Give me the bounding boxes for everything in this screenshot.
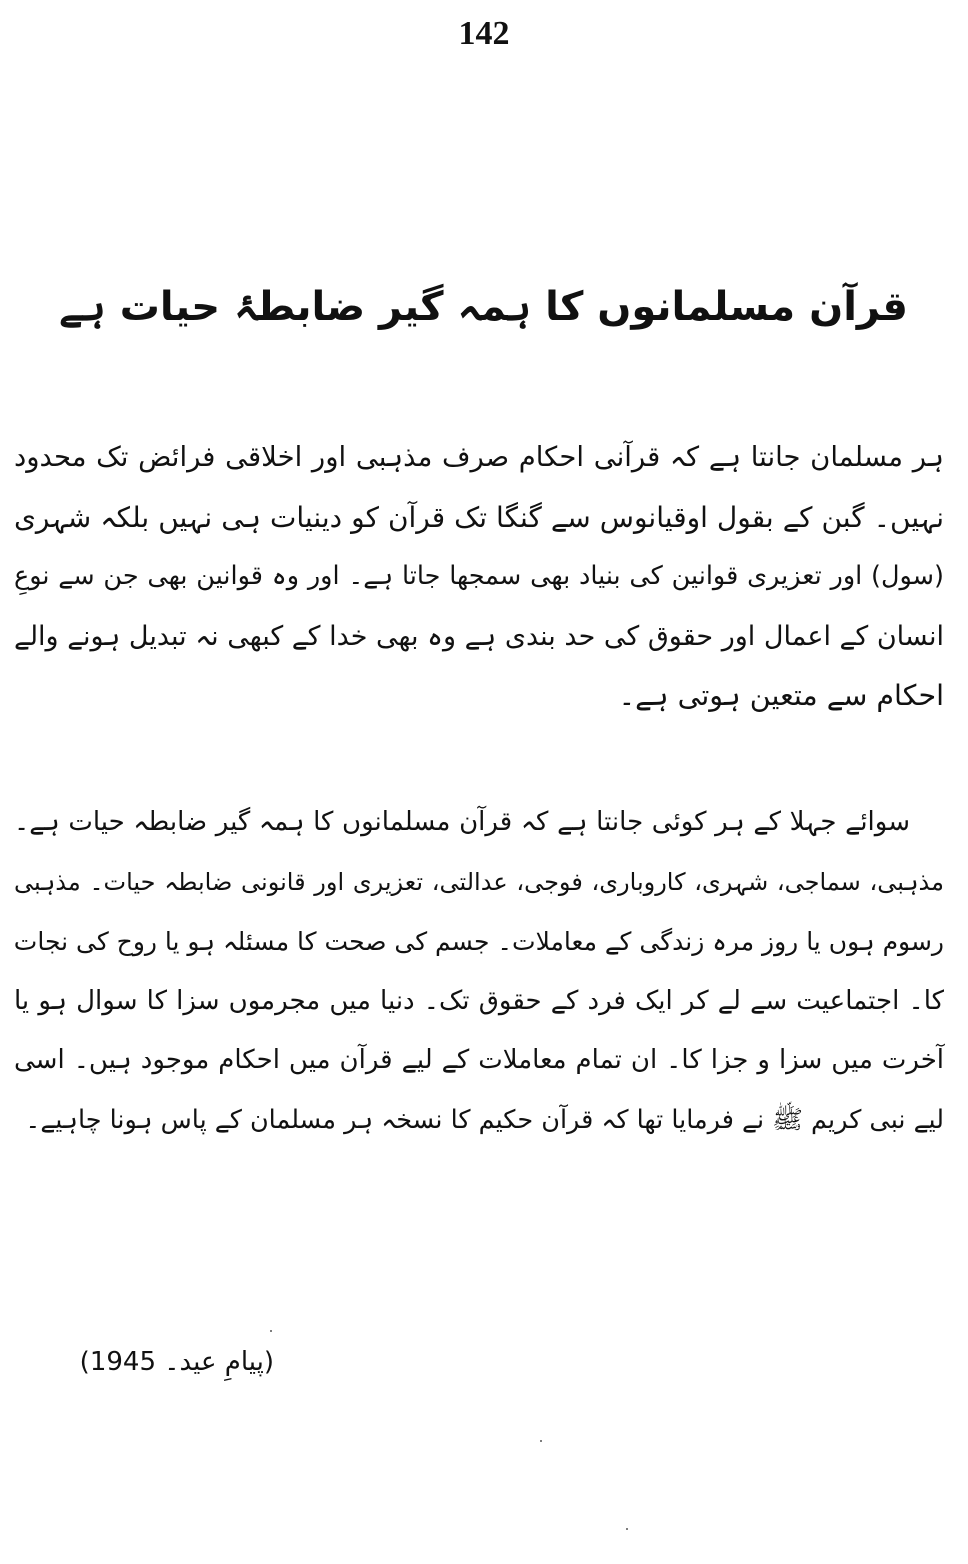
text-line: (سول) اور تعزیری قوانین کی بنیاد بھی سمجھا جاتا ہے۔ اور وہ قوانین بھی جن سے نوعِ	[14, 561, 944, 591]
scan-speck	[540, 1440, 542, 1442]
scan-speck	[626, 1528, 628, 1530]
text-line: نہیں۔ گبن کے بقول اوقیانوس سے گنگا تک قرآن کو دینیات ہی نہیں بلکہ شہری	[14, 500, 944, 534]
text-line: سوائے جہلا کے ہر کوئی جانتا ہے کہ قرآن مسلمانوں کا ہمہ گیر ضابطہ حیات ہے۔	[14, 807, 910, 837]
text-line: رسوم ہوں یا روز مرہ زندگی کے معاملات۔ جسم کی صحت کا مسئلہ ہو یا روح کی نجات	[13, 927, 944, 956]
text-line: کا۔ اجتماعیت سے لے کر ایک فرد کے حقوق تک۔ دنیا میں مجرموں سزا کا سوال ہو یا	[14, 985, 944, 1016]
text-line: ہر مسلمان جانتا ہے کہ قرآنی احکام صرف مذہبی اور اخلاقی فرائض تک محدود	[14, 441, 944, 473]
paragraph-2	[14, 793, 944, 1150]
paragraph-1	[14, 428, 944, 726]
text-line: آخرت میں سزا و جزا کا۔ ان تمام معاملات کے لیے قرآن میں احکام موجود ہیں۔ اسی	[14, 1045, 944, 1075]
text-line: احکام سے متعین ہوتی ہے۔	[618, 679, 944, 712]
text-line: لیے نبی کریم ﷺ نے فرمایا تھا کہ قرآن حکیم کا نسخہ ہر مسلمان کے پاس ہونا چاہیے۔	[25, 1104, 944, 1135]
text-line: مذہبی، سماجی، شہری، کاروباری، فوجی، عدالتی، تعزیری اور قانونی ضابطہ حیات۔ مذہبی	[14, 867, 944, 896]
page-title: قرآن مسلمانوں کا ہمہ گیر ضابطۂ حیات ہے	[58, 284, 908, 330]
page-number: 142	[458, 15, 510, 52]
text-line: انسان کے اعمال اور حقوق کی حد بندی ہے وہ بھی خدا کے کبھی نہ تبدیل ہونے والے	[14, 620, 944, 652]
source-citation: (پیامِ عید۔ 1945)	[79, 1347, 274, 1377]
scan-speck	[270, 1330, 272, 1332]
